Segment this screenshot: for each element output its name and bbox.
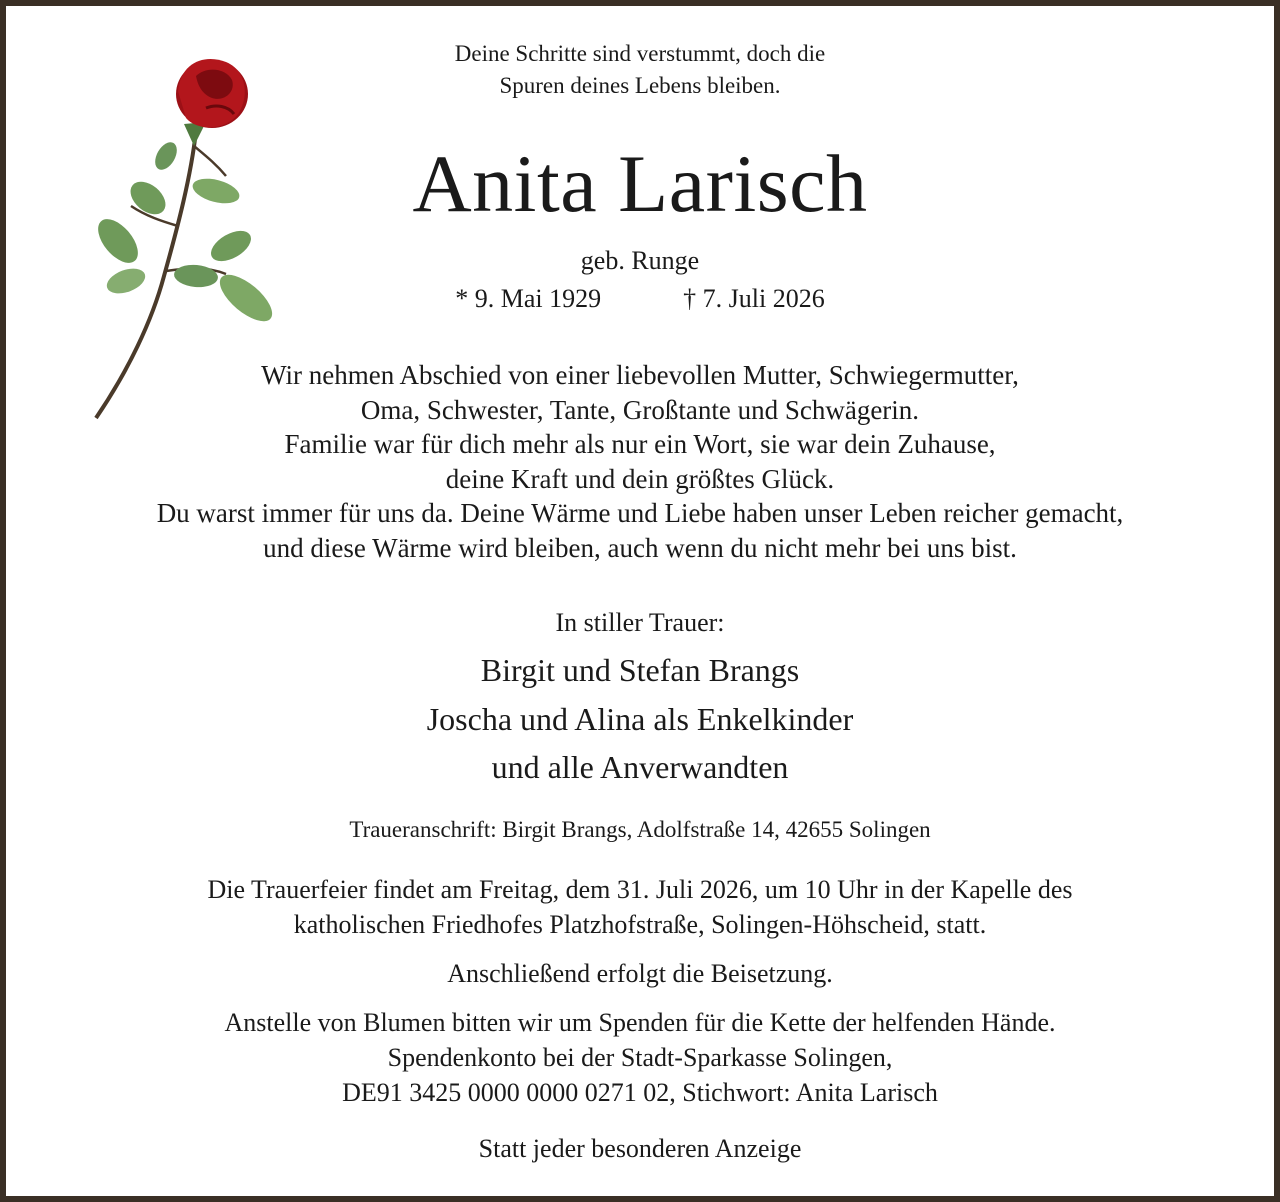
life-dates (6, 282, 1274, 316)
donation-line: DE91 3425 0000 0000 0271 02, Stichwort: Anita Larisch (342, 1078, 938, 1107)
donation-line: Spendenkonto bei der Stadt-Sparkasse Solingen, (387, 1043, 893, 1072)
closing-note: Statt jeder besonderen Anzeige (478, 1134, 802, 1163)
mourner: und alle Anverwandten (491, 749, 789, 785)
mourning-label: In stiller Trauer: (555, 608, 725, 637)
mourners-list (6, 646, 1274, 792)
farewell-line: und diese Wärme wird bleiben, auch wenn du nicht mehr bei uns bist. (263, 532, 1017, 563)
mourning-address: Traueranschrift: Birgit Brangs, Adolfstraße 14, 42655 Solingen (349, 817, 931, 842)
birth-name: geb. Runge (580, 246, 700, 275)
mourner: Birgit und Stefan Brangs (480, 652, 800, 688)
ceremony-line: katholischen Friedhofes Platzhofstraße, Solingen-Höhscheid, statt. (293, 910, 987, 939)
mourner: Joscha und Alina als Enkelkinder (426, 700, 854, 737)
motto-line: Deine Schritte sind verstummt, doch die (454, 41, 826, 66)
farewell-line: Wir nehmen Abschied von einer liebevollen Mutter, Schwiegermutter, (261, 360, 1019, 390)
farewell-line: Du warst immer für uns da. Deine Wärme und Liebe haben unser Leben reicher gemacht, (156, 498, 1124, 528)
ceremony-line: Die Trauerfeier findet am Freitag, dem 31. Juli 2026, um 10 Uhr in der Kapelle des (207, 875, 1073, 904)
donation-line: Anstelle von Blumen bitten wir um Spenden für die Kette der helfenden Hände. (224, 1008, 1056, 1037)
farewell-line: Familie war für dich mehr als nur ein Wort, sie war dein Zuhause, (284, 429, 996, 459)
motto (6, 38, 1274, 102)
farewell-line: Oma, Schwester, Tante, Großtante und Schwägerin. (360, 394, 920, 425)
birth-date: * 9. Mai 1929 (455, 284, 602, 313)
burial-line: Anschließend erfolgt die Beisetzung. (447, 959, 833, 988)
service-info (6, 872, 1274, 1110)
motto-line: Spuren deines Lebens bleiben. (499, 73, 781, 98)
death-date: † 7. Juli 2026 (683, 284, 825, 313)
farewell-line: deine Kraft und dein größtes Glück. (445, 463, 835, 494)
deceased-name: Anita Larisch (412, 138, 868, 229)
farewell-text (6, 358, 1274, 565)
